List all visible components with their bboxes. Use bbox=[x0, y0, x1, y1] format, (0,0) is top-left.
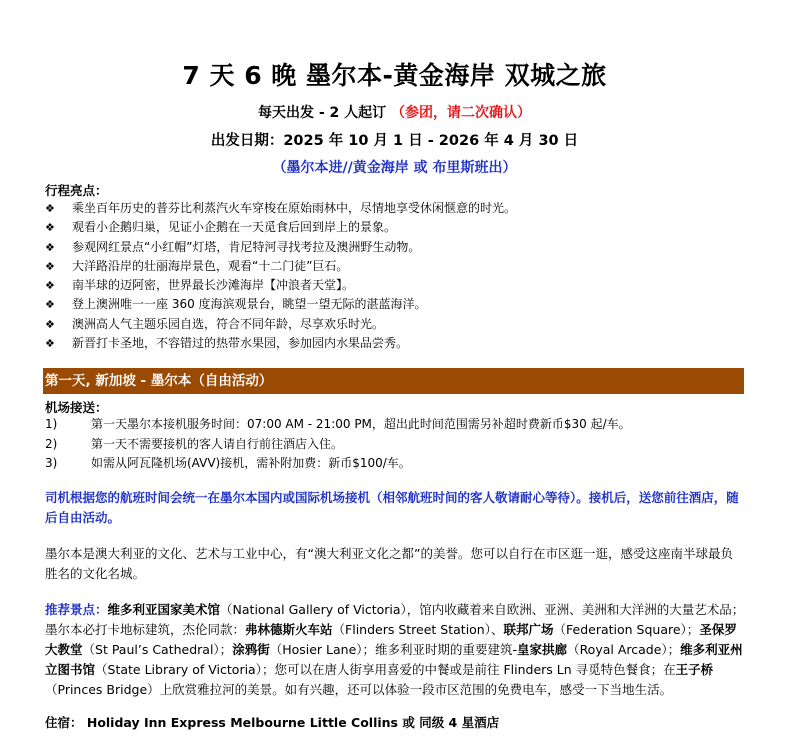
diamond-bullet-icon: ❖ bbox=[45, 221, 55, 235]
page-title: 7 天 6 晚 墨尔本-黄金海岸 双城之旅 bbox=[182, 61, 607, 90]
diamond-bullet-icon: ❖ bbox=[45, 298, 55, 312]
airport-item bbox=[45, 454, 745, 474]
item-number: 3) bbox=[45, 456, 58, 470]
attraction-name: 王子桥 bbox=[675, 662, 714, 677]
accommodation-line: 住宿： Holiday Inn Express Melbourne Little Collins 或 同级 4 星酒店 bbox=[45, 715, 500, 730]
departure-line bbox=[0, 102, 789, 122]
departure-dates: 出发日期：2025 年 10 月 1 日 - 2026 年 4 月 30 日 bbox=[210, 133, 579, 149]
airport-transfer-heading: 机场接送： bbox=[45, 400, 108, 415]
diamond-bullet-icon: ❖ bbox=[45, 337, 55, 351]
item-number: 1) bbox=[45, 417, 58, 431]
diamond-bullet-icon: ❖ bbox=[45, 240, 55, 254]
recommended-attractions bbox=[45, 600, 747, 700]
attraction-name: 涂鸦街 bbox=[232, 642, 270, 657]
highlights-list bbox=[45, 199, 745, 353]
highlight-item bbox=[45, 295, 745, 314]
airport-item bbox=[45, 435, 745, 455]
highlight-text: 乘坐百年历史的普芬比利蒸汽火车穿梭在原始雨林中，尽情地享受休闲惬意的时光。 bbox=[72, 201, 517, 215]
highlight-text: 观看小企鹅归巢，见证小企鹅在一天觅食后回到岸上的景象。 bbox=[72, 220, 397, 235]
highlight-item bbox=[45, 276, 745, 295]
item-text: 第一天墨尔本接机服务时间：07:00 AM - 21:00 PM，超出此时间范围需另补超时费新币$30 起/车。 bbox=[91, 417, 631, 431]
airport-item bbox=[45, 415, 745, 435]
attraction-desc: （Royal Arcade）； bbox=[567, 642, 681, 657]
departure-main: 每天出发 - 2 人起订 bbox=[257, 105, 392, 121]
attraction-desc: （St Paul’s Cathedral）； bbox=[82, 642, 233, 657]
attraction-desc: （Federation Square）； bbox=[553, 622, 700, 637]
highlight-text: 大洋路沿岸的壮丽海岸景色，观看“十二门徒”巨石。 bbox=[72, 258, 349, 273]
highlight-text: 登上澳洲唯一一座 360 度海滨观景台，眺望一望无际的湛蓝海洋。 bbox=[72, 297, 427, 312]
attraction-desc: （National Gallery of Victoria），馆内收藏着来自欧洲、亚洲、美洲和大洋洲的大量艺术品；墨尔本必打卡地标建筑，杰伦同款： bbox=[45, 602, 745, 637]
attraction-desc: （Princes Bridge）上欣赏雅拉河的美景。如有兴趣，还可以体验一段市区范围的免费电车，感受一下当地生活。 bbox=[45, 682, 673, 697]
recommend-label: 推荐景点： bbox=[45, 602, 108, 617]
attraction-name: 圣保罗大教堂 bbox=[45, 622, 737, 657]
highlights-heading: 行程亮点： bbox=[45, 183, 108, 198]
item-number: 2) bbox=[45, 436, 58, 451]
day1-title-bar: 第一天, 新加坡 - 墨尔本（自由活动） bbox=[43, 368, 744, 394]
attraction-desc: （Hosier Lane）；维多利亚时期的重要建筑- bbox=[269, 642, 518, 657]
diamond-bullet-icon: ❖ bbox=[45, 317, 55, 331]
highlight-item bbox=[45, 218, 745, 237]
item-text: 第一天不需要接机的客人请自行前往酒店入住。 bbox=[91, 436, 344, 451]
highlight-item bbox=[45, 238, 745, 257]
highlight-item bbox=[45, 334, 745, 353]
highlight-item bbox=[45, 199, 745, 218]
diamond-bullet-icon: ❖ bbox=[45, 202, 55, 215]
departure-note: （参团，请二次确认） bbox=[391, 105, 532, 121]
attraction-desc: （State Library of Victoria）；您可以在唐人街享用喜爱的中餐或是前往 Flinders Ln 寻觅特色餐食；在 bbox=[95, 662, 676, 677]
highlight-item bbox=[45, 315, 745, 334]
attraction-desc: （Flinders Street Station）、 bbox=[332, 622, 504, 637]
airport-transfer-list bbox=[45, 415, 745, 474]
attraction-name: 维多利亚国家美术馆 bbox=[107, 602, 221, 617]
highlight-text: 新晋打卡圣地，不容错过的热带水果园，参加园内水果品尝秀。 bbox=[72, 336, 409, 351]
diamond-bullet-icon: ❖ bbox=[45, 259, 55, 273]
diamond-bullet-icon: ❖ bbox=[45, 279, 55, 293]
attraction-name: 皇家拱廊 bbox=[517, 642, 568, 657]
item-text: 如需从阿瓦隆机场(AVV)接机，需补附加费：新币$100/车。 bbox=[91, 456, 411, 470]
attraction-name: 联邦广场 bbox=[503, 622, 554, 637]
highlight-text: 南半球的迈阿密，世界最长沙滩海岸【冲浪者天堂】。 bbox=[72, 278, 355, 293]
pickup-note: 司机根据您的航班时间会统一在墨尔本国内或国际机场接机（相邻航班时间的客人敬请耐心等待）。接机后，送您前往酒店，随后自由活动。 bbox=[45, 490, 739, 525]
attraction-name: 维多利亚州立图书馆 bbox=[45, 642, 743, 677]
route-note: （墨尔本进//黄金海岸 或 布里斯班出） bbox=[272, 160, 517, 176]
attraction-name: 弗林德斯火车站 bbox=[245, 622, 333, 637]
highlight-text: 参观网红景点“小红帽”灯塔，肯尼特河寻找考拉及澳洲野生动物。 bbox=[72, 239, 421, 254]
highlight-text: 澳洲高人气主题乐园自选，符合不同年龄，尽享欢乐时光。 bbox=[72, 316, 385, 331]
highlight-item bbox=[45, 257, 745, 276]
melbourne-intro: 墨尔本是澳大利亚的文化、艺术与工业中心，有“澳大利亚文化之都”的美誉。您可以自行在市区逛一逛，感受这座南半球最负胜名的文化名城。 bbox=[45, 546, 733, 581]
